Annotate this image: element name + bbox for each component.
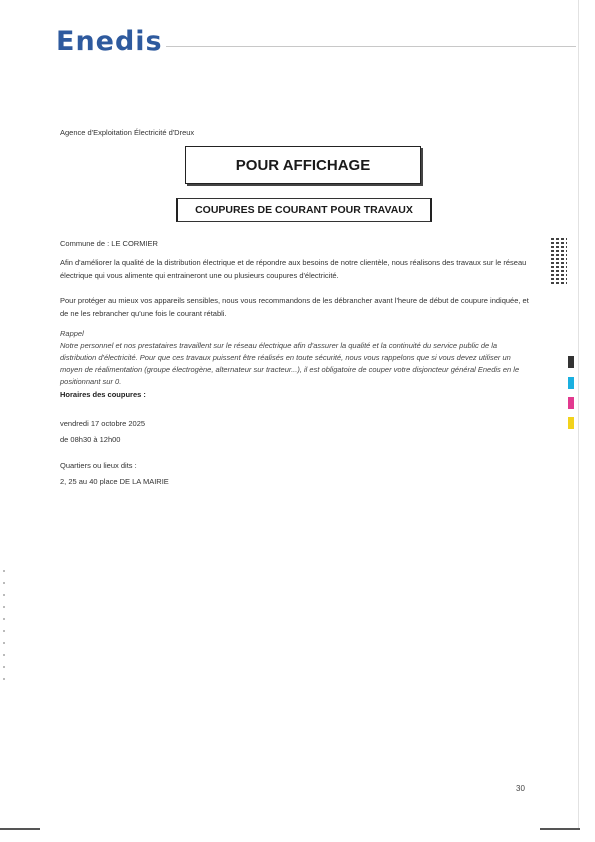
print-mark-magenta [568, 397, 574, 409]
quartiers-title: Quartiers ou lieux dits : [60, 461, 137, 470]
page-number: 30 [516, 784, 525, 793]
agency-line: Agence d'Exploitation Électricité d'Dreux [60, 128, 195, 137]
outage-date: vendredi 17 octobre 2025 [60, 419, 146, 428]
paragraph-intro: Afin d'améliorer la qualité de la distribution électrique et de répondre aux besoins de notre clientèle, nous réalisons des travaux sur le réseau électrique qui vous alimente qui entraineront une ou plusieurs coupures d'électricité. [60, 258, 527, 280]
print-mark-black [568, 356, 574, 368]
datamatrix-code [549, 236, 567, 284]
horaires-title: Horaires des coupures : [60, 390, 146, 399]
page-title: POUR AFFICHAGE [235, 156, 371, 174]
rappel-block [60, 328, 530, 388]
outage-time: de 08h30 à 12h00 [60, 435, 121, 444]
header-rule [166, 46, 576, 47]
print-mark-yellow [568, 417, 574, 429]
rappel-label: Rappel [60, 329, 84, 338]
subtitle-box [176, 198, 432, 222]
title-box [185, 146, 421, 184]
commune-line: Commune de : LE CORMIER [60, 239, 158, 248]
scan-specks [3, 570, 5, 680]
rappel-text: Notre personnel et nos prestataires travaillent sur le réseau électrique afin d'assurer la qualité et la continuité du service public de la distribution d'électricité. Pour que ces travaux puissent être réalisés en toute sécurité, nous vous rappelons que si vous devez utiliser un moyen de réalimentation (groupe électrogène, alternateur sur tracteur...), il est obligatoire de couper votre disjoncteur général Enedis en le positionnant sur 0. [60, 341, 520, 386]
scan-edge [578, 0, 579, 830]
print-mark-cyan [568, 377, 574, 389]
outage-address: 2, 25 au 40 place DE LA MAIRIE [60, 477, 169, 486]
scan-mark-right [540, 828, 580, 830]
paragraph-protection: Pour protéger au mieux vos appareils sensibles, nous vous recommandons de les débrancher avant l'heure de début de coupure indiquée, et de ne les rebrancher qu'une fois le courant rétabli. [60, 296, 529, 318]
enedis-logo: Enedis [56, 26, 163, 57]
page-subtitle: COUPURES DE COURANT POUR TRAVAUX [195, 204, 413, 216]
scan-mark-left [0, 828, 40, 830]
